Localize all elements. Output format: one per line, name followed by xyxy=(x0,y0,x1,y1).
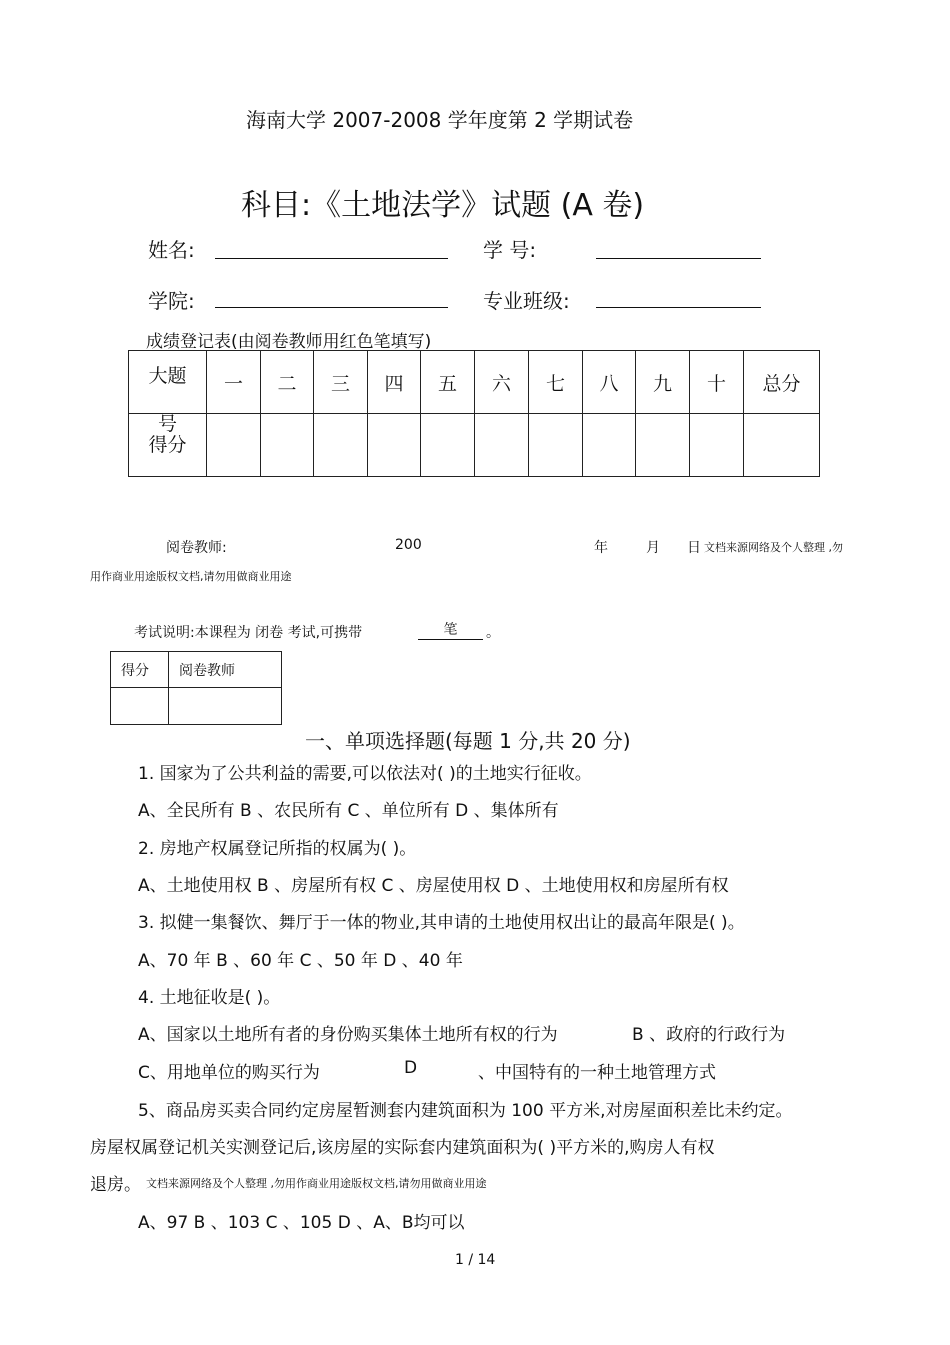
score-cell-3[interactable] xyxy=(314,414,368,477)
score-cell-total[interactable] xyxy=(744,414,820,477)
question-4-option-b: B 、政府的行政行为 xyxy=(632,1025,786,1045)
score-cell-7[interactable] xyxy=(529,414,583,477)
grade-col-3: 三 xyxy=(314,351,368,414)
score-cell-5[interactable] xyxy=(421,414,475,477)
question-5-line-1: 5、商品房买卖合同约定房屋暂测套内建筑面积为 100 平方米,对房屋面积差比未约定。 xyxy=(138,1101,793,1121)
question-3: 3. 拟健一集餐饮、舞厅于一体的物业,其申请的土地使用权出让的最高年限是( )。 xyxy=(138,913,745,933)
score-box-grader-cell[interactable] xyxy=(169,688,282,725)
exam-note-end: 。 xyxy=(486,625,500,641)
question-4-option-c: C、用地单位的购买行为 xyxy=(138,1063,320,1083)
score-cell-4[interactable] xyxy=(368,414,421,477)
question-5-options: A、97 B 、103 C 、105 D 、A、B均可以 xyxy=(138,1213,465,1233)
question-1: 1. 国家为了公共利益的需要,可以依法对( )的土地实行征收。 xyxy=(138,764,592,784)
exam-note: 考试说明:本课程为 闭卷 考试,可携带 xyxy=(134,625,363,641)
score-cell-9[interactable] xyxy=(636,414,690,477)
question-4-option-d-letter: D xyxy=(404,1058,418,1078)
question-5-line-3: 退房。 xyxy=(90,1175,141,1195)
question-4: 4. 土地征收是( )。 xyxy=(138,988,281,1008)
student-id-label: 学 号: xyxy=(483,238,537,262)
grade-table xyxy=(128,350,820,477)
question-4-option-a: A、国家以土地所有者的身份购买集体土地所有权的行为 xyxy=(138,1025,558,1045)
grade-table-caption: 成绩登记表(由阅卷教师用红色笔填写) xyxy=(146,332,432,352)
grade-col-9: 九 xyxy=(636,351,690,414)
subject-title: 科目:《土地法学》试题 (A 卷) xyxy=(241,188,645,223)
question-4-option-d: 、中国特有的一种土地管理方式 xyxy=(478,1063,716,1083)
source-note-1: 文档来源网络及个人整理 ,勿 xyxy=(704,541,843,554)
grade-col-4: 四 xyxy=(368,351,421,414)
score-cell-1[interactable] xyxy=(207,414,261,477)
grade-col-1: 一 xyxy=(207,351,261,414)
section1-title: 一、单项选择题(每题 1 分,共 20 分) xyxy=(305,729,631,753)
grade-col-6: 六 xyxy=(475,351,529,414)
grade-col-2: 二 xyxy=(261,351,314,414)
question-5-line-2: 房屋权属登记机关实测登记后,该房屋的实际套内建筑面积为( )平方米的,购房人有权 xyxy=(90,1138,715,1158)
question-2: 2. 房地产权属登记所指的权属为( )。 xyxy=(138,839,417,859)
name-label: 姓名: xyxy=(148,238,195,262)
source-note-2: 用作商业用途版权文档,请勿用做商业用途 xyxy=(90,570,292,583)
month-label: 月 xyxy=(646,540,660,556)
score-box-grader-label: 阅卷教师 xyxy=(169,652,282,688)
grade-col-8: 八 xyxy=(583,351,636,414)
class-field-line[interactable] xyxy=(596,307,761,308)
year-prefix: 200 xyxy=(395,537,422,553)
grader-label: 阅卷教师: xyxy=(166,540,227,556)
question-1-options: A、全民所有 B 、农民所有 C 、单位所有 D 、集体所有 xyxy=(138,801,559,821)
class-label: 专业班级: xyxy=(483,289,570,313)
score-box-score-cell[interactable] xyxy=(111,688,169,725)
grade-table-row-head: 大题 xyxy=(129,351,207,414)
question-3-options: A、70 年 B 、60 年 C 、50 年 D 、40 年 xyxy=(138,951,463,971)
year-label: 年 xyxy=(594,540,608,556)
section-score-box xyxy=(110,651,282,725)
grade-col-7: 七 xyxy=(529,351,583,414)
college-label: 学院: xyxy=(148,289,195,313)
grade-col-10: 十 xyxy=(690,351,744,414)
score-cell-6[interactable] xyxy=(475,414,529,477)
score-cell-8[interactable] xyxy=(583,414,636,477)
score-cell-10[interactable] xyxy=(690,414,744,477)
exam-tool: 笔 xyxy=(418,622,483,640)
name-field-line[interactable] xyxy=(215,258,448,259)
score-box-score-label: 得分 xyxy=(111,652,169,688)
score-cell-2[interactable] xyxy=(261,414,314,477)
day-label: 日 xyxy=(687,540,701,556)
college-field-line[interactable] xyxy=(215,307,448,308)
question-5-source-note: 文档来源网络及个人整理 ,勿用作商业用途版权文档,请勿用做商业用途 xyxy=(146,1177,487,1190)
grade-col-5: 五 xyxy=(421,351,475,414)
student-id-field-line[interactable] xyxy=(596,258,761,259)
grade-col-total: 总分 xyxy=(744,351,820,414)
grade-table-score-head: 号 得分 xyxy=(129,414,207,477)
university-title: 海南大学 2007-2008 学年度第 2 学期试卷 xyxy=(246,108,634,132)
question-2-options: A、土地使用权 B 、房屋所有权 C 、房屋使用权 D 、土地使用权和房屋所有权 xyxy=(138,876,729,896)
page-number: 1 / 14 xyxy=(455,1252,496,1268)
